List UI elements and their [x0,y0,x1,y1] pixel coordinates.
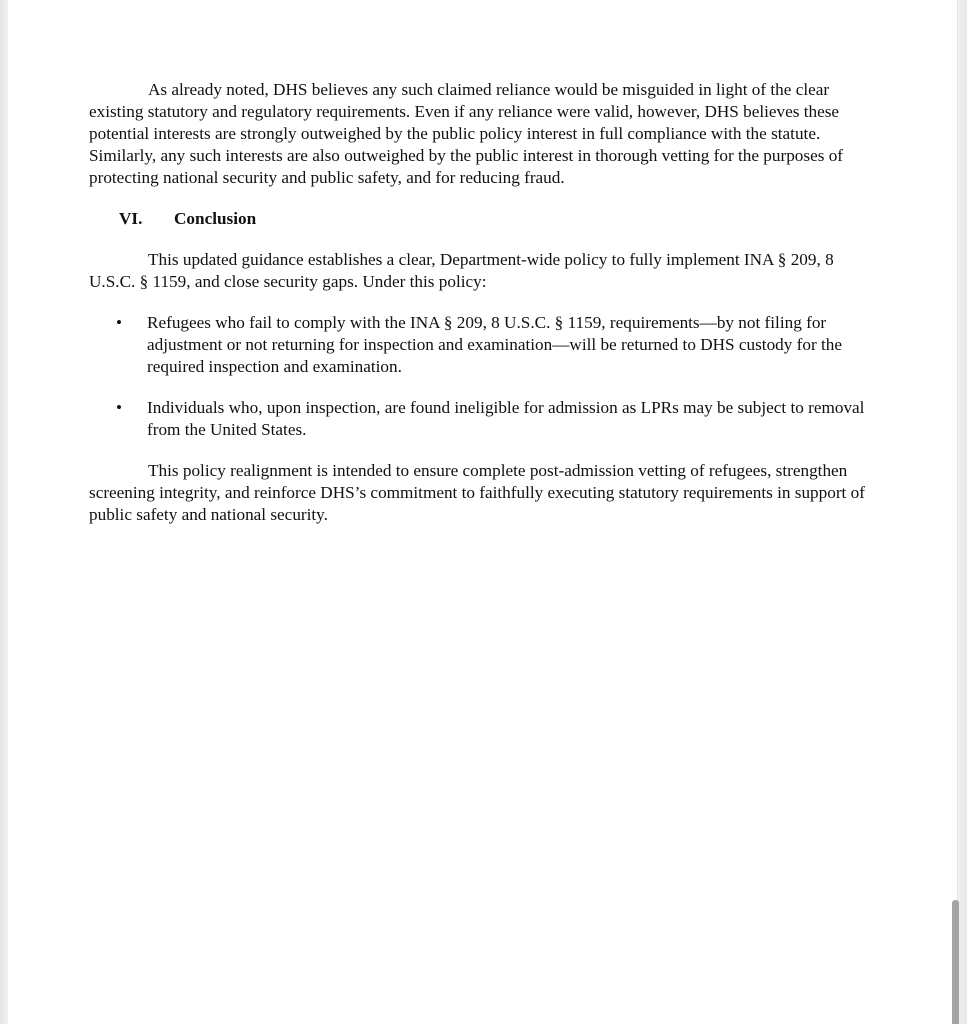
policy-bullet-list [89,312,879,441]
list-item [89,397,879,441]
section-heading [119,208,879,230]
list-item-text: Individuals who, upon inspection, are found ineligible for admission as LPRs may be subject to removal from the United States. [147,398,865,439]
intro-paragraph: This updated guidance establishes a clear, Department-wide policy to fully implement INA § 209, 8 U.S.C. § 1159, and close security gaps. Under this policy: [89,250,834,291]
list-item-text: Refugees who fail to comply with the INA § 209, 8 U.S.C. § 1159, requirements—by not filing for adjustment or not returning for inspection and examination—will be returned to DHS custody for the required inspection and examination. [147,313,842,376]
reliance-paragraph: As already noted, DHS believes any such claimed reliance would be misguided in light of the clear existing statutory and regulatory requirements. Even if any reliance were valid, however, DHS believes these potential interests are strongly outweighed by the public policy interest in full compliance with the statute. Similarly, any such interests are also outweighed by the public interest in thorough vetting for the purposes of protecting national security and public safety, and for reducing fraud. [89,80,844,187]
bullet-icon: • [116,398,123,417]
scrollbar-thumb[interactable] [952,900,959,1024]
section-title: Conclusion [174,209,257,228]
closing-paragraph: This policy realignment is intended to ensure complete post-admission vetting of refugees, strengthen screening integrity, and reinforce DHS’s commitment to faithfully executing statutory requirements in support of public safety and national security. [89,461,865,524]
list-item [89,312,879,378]
bullet-icon: • [116,313,123,332]
left-page-margin [0,0,8,1024]
document-page [89,79,879,526]
section-number: VI. [119,209,143,228]
scrollbar-track[interactable] [957,0,967,1024]
